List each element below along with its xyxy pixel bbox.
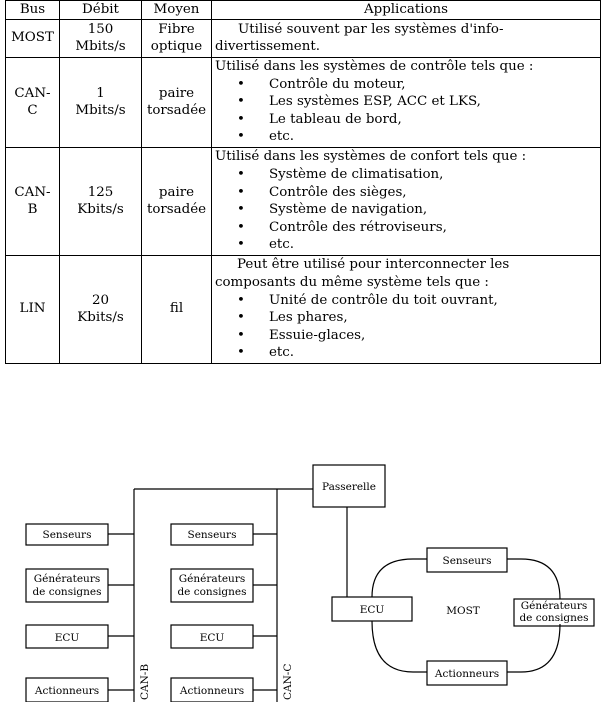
debit-unit: Mbits/s [75, 103, 126, 119]
app-intro: Utilisé dans les systèmes de confort tels que : [215, 149, 527, 165]
table-row [6, 19, 601, 57]
table-header-row [6, 1, 601, 20]
cell-moyen [142, 19, 212, 57]
cell-bus [6, 147, 60, 255]
app-intro-line-1: Utilisé souvent par les systèmes d'info- [238, 21, 504, 37]
cell-moyen [142, 147, 212, 255]
cell-moyen [142, 57, 212, 147]
bus-line-2: B [27, 202, 38, 218]
header-bus: Bus [6, 1, 60, 20]
middle-actuators-label: Actionneurs [179, 685, 245, 697]
network-architecture-diagram [0, 450, 605, 702]
most-ecu-label: ECU [359, 604, 385, 616]
most-sensors-label: Senseurs [442, 555, 492, 567]
most-ring-top-right [507, 559, 560, 599]
cell-moyen: fil [142, 255, 212, 363]
header-debit: Débit [60, 1, 142, 20]
gateway-label: Passerelle [321, 481, 377, 493]
cell-bus [6, 57, 60, 147]
list-item: • Système de navigation, [215, 201, 597, 219]
list-item: • Essuie-glaces, [215, 327, 597, 345]
most-ring-top-left [372, 559, 427, 597]
most-ring-bottom-left [372, 621, 427, 672]
table-row [6, 255, 601, 363]
cell-debit [60, 255, 142, 363]
list-item: • etc. [215, 128, 597, 146]
can-b-label: CAN-B [139, 663, 151, 700]
list-item: • Contrôle des sièges, [215, 184, 597, 202]
header-applications: Applications [212, 1, 601, 20]
moyen-line-1: paire [158, 184, 195, 200]
cell-bus: MOST [6, 19, 60, 57]
moyen-line-2: optique [150, 39, 203, 55]
moyen-line-1: Fibre [158, 21, 195, 37]
cell-debit [60, 57, 142, 147]
list-item: • etc. [215, 344, 597, 362]
left-actuators-label: Actionneurs [34, 685, 100, 697]
list-item: • Les phares, [215, 309, 597, 327]
cell-applications [212, 19, 601, 57]
debit-value: 125 [87, 184, 114, 200]
moyen-line-2: torsadée [146, 103, 207, 119]
bus-comparison-table [5, 0, 601, 364]
most-generators-label-2: de consignes [519, 612, 589, 624]
cell-applications [212, 147, 601, 255]
cell-applications [212, 255, 601, 363]
most-bus-label: MOST [446, 605, 480, 617]
bus-line-1: CAN- [14, 184, 51, 200]
cell-debit [60, 147, 142, 255]
middle-sensors-label: Senseurs [187, 529, 237, 541]
moyen-line-1: paire [158, 85, 195, 101]
debit-value: 150 [87, 21, 114, 37]
can-c-label: CAN-C [282, 663, 294, 700]
header-moyen: Moyen [142, 1, 212, 20]
app-intro-line-2: divertissement. [215, 39, 320, 55]
list-item: • Le tableau de bord, [215, 111, 597, 129]
bus-line-1: CAN- [14, 85, 51, 101]
debit-unit: Kbits/s [77, 202, 124, 218]
list-item: • etc. [215, 236, 597, 254]
app-intro-line-1: Peut être utilisé pour interconnecter les [237, 257, 510, 273]
list-item: • Système de climatisation, [215, 166, 597, 184]
most-ring-bottom-right [507, 624, 560, 672]
left-ecu-label: ECU [54, 632, 80, 644]
most-actuators-label: Actionneurs [434, 668, 500, 680]
left-sensors-label: Senseurs [42, 529, 92, 541]
list-item: • Contrôle du moteur, [215, 76, 597, 94]
app-list [215, 76, 597, 146]
most-generators-label-1: Générateurs [520, 600, 588, 612]
left-generators-label-2: de consignes [32, 586, 102, 598]
middle-ecu-label: ECU [199, 632, 225, 644]
left-generators-label-1: Générateurs [33, 573, 101, 585]
moyen-line-2: torsadée [146, 202, 207, 218]
list-item: • Contrôle des rétroviseurs, [215, 219, 597, 237]
cell-bus: LIN [6, 255, 60, 363]
bus-line-2: C [27, 103, 38, 119]
debit-unit: Mbits/s [75, 39, 126, 55]
list-item: • Unité de contrôle du toit ouvrant, [215, 292, 597, 310]
debit-unit: Kbits/s [77, 310, 124, 326]
app-intro: Utilisé dans les systèmes de contrôle tels que : [215, 59, 534, 75]
app-intro-line-2: composants du même système tels que : [215, 274, 489, 290]
list-item: • Les systèmes ESP, ACC et LKS, [215, 93, 597, 111]
table-row [6, 147, 601, 255]
debit-value: 1 [96, 85, 105, 101]
debit-value: 20 [91, 292, 110, 308]
app-list [215, 166, 597, 254]
cell-debit [60, 19, 142, 57]
cell-applications [212, 57, 601, 147]
middle-generators-label-1: Générateurs [178, 573, 246, 585]
middle-generators-label-2: de consignes [177, 586, 247, 598]
table-row [6, 57, 601, 147]
app-list [215, 292, 597, 362]
